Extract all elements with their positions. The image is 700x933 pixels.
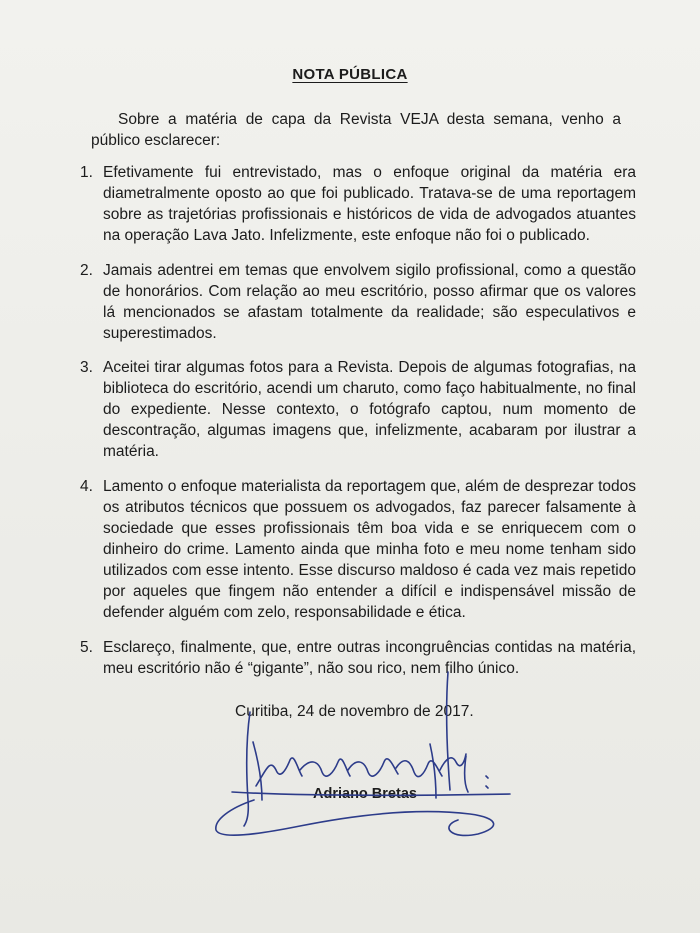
list-item-text: Jamais adentrei em temas que envolvem sigilo profissional, como a questão de honorários. Com relação ao meu escritório, posso afirmar que os valores lá mencionados se afastam totalmente da realidade; são especulativos e superestimados.: [103, 262, 636, 342]
list-item-number: 2.: [80, 262, 93, 279]
signer-name: Adriano Bretas: [313, 786, 417, 802]
list-item-number: 3.: [80, 359, 93, 376]
list-item: [80, 476, 636, 623]
list-item: [80, 162, 636, 246]
list-item: [80, 637, 636, 679]
intro-paragraph: Sobre a matéria de capa da Revista VEJA desta semana, venho a público esclarecer:: [91, 111, 621, 149]
list-item-number: 1.: [80, 164, 93, 181]
list-item-text: Esclareço, finalmente, que, entre outras incongruências contidas na matéria, meu escritório não é “gigante”, não sou rico, nem filho único.: [103, 639, 636, 677]
list-item-number: 4.: [80, 478, 93, 495]
dateline: Curitiba, 24 de novembro de 2017.: [235, 703, 474, 720]
list-item: [80, 357, 636, 462]
list-item: [80, 260, 636, 344]
document-title-text: NOTA PÚBLICA: [292, 66, 408, 83]
document-title: [0, 66, 700, 83]
list-item-number: 5.: [80, 639, 93, 656]
list-item-text: Efetivamente fui entrevistado, mas o enfoque original da matéria era diametralmente oposto ao que foi publicado. Tratava-se de uma reportagem sobre as trajetórias profissionais e históricos de vida de advogados atuantes na operação Lava Jato. Infelizmente, este enfoque não foi o publicado.: [103, 164, 636, 244]
list-item-text: Lamento o enfoque materialista da reportagem que, além de desprezar todos os atributos técnicos que possuem os advogados, faz parecer falsamente à sociedade que esses profissionais têm boa vida e se enriquecem com o dinheiro do crime. Lamento ainda que minha foto e meu nome tenham sido utilizados com esse intento. Esse discurso maldoso é cada vez mais repetido por aqueles que fingem não entender a difícil e indispensável missão de defender alguém com zelo, responsabilidade e ética.: [103, 478, 636, 621]
list-item-text: Aceitei tirar algumas fotos para a Revista. Depois de algumas fotografias, na biblioteca do escritório, acendi um charuto, como faço habitualmente, no final do expediente. Nesse contexto, o fotógrafo captou, num momento de descontração, algumas imagens que, infelizmente, acabaram por ilustrar a matéria.: [103, 359, 636, 460]
